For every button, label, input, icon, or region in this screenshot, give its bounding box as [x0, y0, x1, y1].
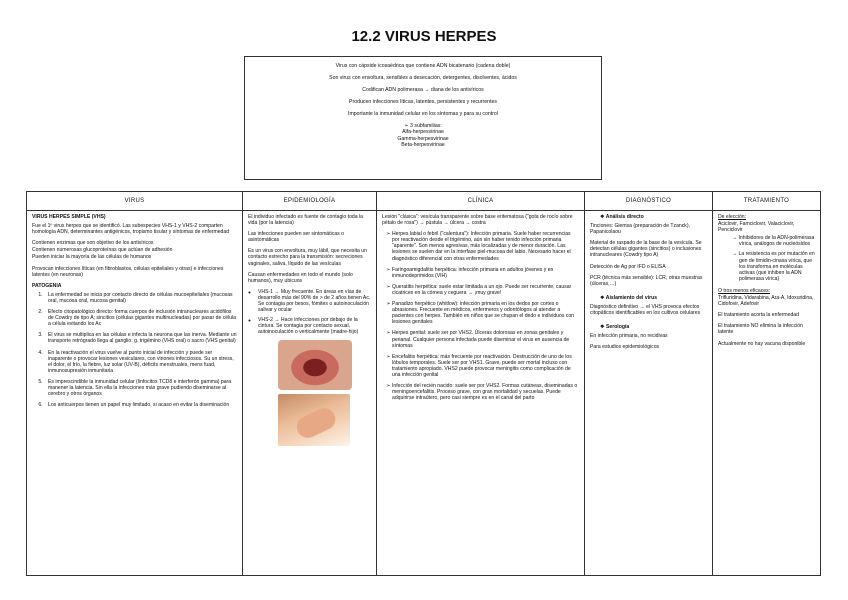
clinica-list	[382, 231, 579, 401]
trat-drugs: Aciclovir, Famciclovir, Valaciclovir, Penciclovir	[718, 221, 795, 234]
subfamily-item: Beta-herpesvirinae	[401, 142, 445, 149]
virus-cell	[27, 211, 243, 576]
summary-line: Importante la inmunidad celular en los síntomas y para su control	[348, 111, 498, 117]
diag-paragraph: Tinciones: Giemsa (preparación de Tzanck), Papanicolaou	[590, 223, 690, 236]
virus-paragraph: Fue el 1º virus herpes que se identificó. Las subespecies VHS-1 y VHS-2 comparten homología ADN, determinantes antigénicos, tropismo tisular y síntomas de enfermedad	[32, 223, 230, 236]
clinica-item: ➢ Herpes genital: suele ser por VHS2. Úlceras dolorosas en zonas genitales y perianal. Cualquier persona infectada puede diseminar el virus en ausencia de síntomas	[392, 330, 579, 348]
patogenia-item: 1. La enfermedad se inicia por contacto directo de células mucoepiteliales (mucosas oral, mucosa oral, mucosa genital)	[44, 292, 237, 304]
diag-aislamiento-label: Aislamiento del virus	[605, 294, 658, 301]
clinica-item: ➢ Encefalitis herpética: más frecuente por reactivación. Destrucción de uno de los lóbulos temporales. Suele ser por VHS1. Grave, puede ser mortal incluso con tratamiento apropiado. VHS2 puede provocar meningitis como complicación de una infección genital	[392, 354, 579, 378]
epi-paragraph: El individuo infectado es fuente de contagio toda la vida (por la latencia)	[248, 214, 363, 227]
patogenia-item: 3. El virus se multiplica en las células e infecta la neurona que las inerva. Mediante un transporte retrógrado llega al ganglio: g. trigémino (VHS oral) o sacro (VHS genital)	[44, 332, 237, 344]
summary-box	[244, 56, 602, 180]
herpes-lip-photo	[278, 340, 352, 390]
header-tratamiento: TRATAMIENTO	[713, 192, 821, 211]
subfamilies-title: ➢ 3 subfamilias:	[404, 123, 442, 129]
epi-paragraph: Es un virus con envoltura, muy lábil, que necesita un contacto estrecho para la transmisión: secreciones vaginales, saliva, líquido de las vesículas	[248, 248, 367, 267]
diag-paragraph: Para estudios epidemiológicos	[590, 344, 660, 351]
trat-eleccion-label: De elección:	[718, 214, 747, 220]
trat-note: El tratamiento acorta la enfermedad	[718, 312, 799, 319]
virus-paragraph: Contienen enzimas que son objetivo de los antivíricos	[32, 240, 154, 247]
epi-type-item: ◦ VHS-2 → Hace infecciones por debajo de la cintura. Se contagia por contacto sexual, autoinoculación o verticalmente (madre-hijo)	[258, 317, 371, 335]
diag-directo-title: ❖ Análisis directo	[600, 214, 644, 220]
header-clinica: CLÍNICA	[377, 192, 585, 211]
trat-otros-label: O tros menos eficaces:	[718, 287, 771, 294]
diag-paragraph: Material de raspado de la base de la vesícula. Se detectan células gigantes (sincitios) o inclusiones intranucleares (Cowdry tipo A)	[590, 240, 702, 259]
patogenia-item: 5. Es imprescindible la inmunidad celular (linfocitos TCD8 e interferón gamma) para manener la latencia. Sin ella la infecciones más grave pudiendo diseminarse al cerebro y otros órganos	[44, 379, 237, 397]
summary-line: Codifican ADN polimerasa → diana de los antivíricos	[362, 87, 484, 93]
header-diagnostico: DIAGNÓSTICO	[585, 192, 713, 211]
virus-paragraph: Provocan infecciones líticas (en fibroblastos, células epiteliales y otras) e infecciones latentes (en neuronas)	[32, 265, 224, 278]
diag-serologia-label: Serología	[605, 324, 630, 331]
epi-paragraph: Las infecciones pueden ser sintomáticas o asintomáticas	[248, 231, 344, 244]
epidemiologia-cell	[243, 211, 377, 576]
trat-mechanism-item: → Inhibidores de la ADN-polimerasa vírica, análogos de nucleósidos	[732, 235, 815, 248]
subfamily-item: Gamma-herpesvirinae	[397, 135, 449, 142]
clinica-item: ➢ Faringoamigdalitis herpética: infección primaria en adultos jóvenes y en inmunodeprimidos (VIH)	[392, 267, 579, 279]
patogenia-item: 2. Efecto citopatológico directo: forma cuerpos de inclusión intranucleares acidófilos de Cowdry de tipo A; sincitios (células gigantes multinucleadas) por pasar de célula a célula evitando los Ac	[44, 309, 237, 327]
clinica-cell	[377, 211, 585, 576]
epi-paragraph: Causan enfermedades en todo el mundo (solo humanos), muy ubicuos	[248, 271, 353, 284]
trat-note: El tratamiento NO elimina la infección latente	[718, 323, 803, 336]
trat-otros: Trifluridina, Vidarabina, Ara-A, Idoxuridina, Cidofovir, Adefovir	[718, 295, 814, 308]
diagnostico-cell	[585, 211, 713, 576]
subfamily-item: Alfa-herpesvirinae	[402, 129, 444, 136]
summary-line: Son virus con envoltura, sensibles a desecación, detergentes, disolventes, ácidos	[329, 75, 517, 81]
trat-mechanism-list	[718, 235, 815, 282]
trat-note: Actualmente no hay vacuna disponible	[718, 340, 806, 347]
summary-line: Virus con cápside icosaédrica que contiene ADN bicatenario (cadena doble)	[335, 63, 511, 69]
patogenia-heading: PATOGENIA	[32, 282, 62, 289]
clinica-intro: Lesión "clásica": vesícula transparente sobre base eritematosa ("gota de rocío sobre pétalo de rosa") → pústula → úlcera → costra	[382, 214, 573, 227]
herpes-finger-photo	[278, 394, 350, 446]
diag-paragraph: Diagnóstico definitivo → el VHS provoca efectos citopáticos identificables en los cultivos celulares	[590, 303, 701, 317]
tratamiento-cell	[713, 211, 821, 576]
subfamilies	[245, 123, 601, 148]
patogenia-item: 6. Los anticuerpos tienen un papel muy limitado, si acaso en evitar la diseminación	[44, 402, 237, 408]
herpes-table	[26, 191, 821, 576]
trat-mechanism-item: → La resistencia es por mutación en gen de timidin-cinasa vírica, que los transforma en moléculas activas (que inhiben la ADN polimerasa vírica)	[732, 251, 815, 282]
virus-paragraph: Contienen numerosas glucoproteínas que actúan de adhesión	[32, 247, 173, 254]
summary-line: Producen infecciones líticas, latentes, persistentes y recurrentes	[349, 99, 497, 105]
diag-paragraph: PCR (técnica más sensible): LCR, otras muestras (úlceras,…)	[590, 274, 703, 287]
epi-types	[248, 289, 371, 336]
patogenia-item: 4. En la reactivación el virus vuelve al punto inicial de infección y puede ser inaparente o provocar lesiones vesiculares, con viriones infecciosos. Su un stress, el dolor, el frío, la fiebre, luz solar (UV-B), déficits menstruales, mens fuad, inmunosupresión inmunitaria	[44, 350, 237, 374]
clinica-item: ➢ Queratitis herpética: suele estar limitada a un ojo. Puede ser recurrente, causar cicatrices en la córnea y ceguera → ¡muy grave!	[392, 284, 579, 296]
page-title: 12.2 VIRUS HERPES	[351, 28, 497, 45]
epi-type-item: ◦ VHS-1 → Muy frecuente. En áreas en vías de desarrollo más del 90% de > de 2 años tienen Ac. Se contagia por besos, fómites o autoinoculación salivar y ocular	[258, 289, 371, 313]
clinica-item: ➢ Herpes labial o febril ("calentura"): Infección primaria. Suele haber recurrencias por reactivación desde el trigémino, aún sin haber tenido infección primaria "aparente". Son menos agresivas, más localizadas y de menor duración. Las lesiones se suelen dar en la interfase piel-mucosa del labio. Necesario hacer el diagnóstico diferencial con otras enfermedades	[392, 231, 579, 261]
virus-paragraph: Pueden iniciar la mayoría de las células de humanos	[32, 254, 152, 261]
diag-paragraph: En infección primaria, no recidivas	[590, 333, 668, 340]
diag-paragraph: Detección de Ag por IFD o ELISA	[590, 263, 666, 270]
diag-directo-label: Análisis directo	[605, 214, 644, 220]
header-virus: VIRUS	[27, 192, 243, 211]
clinica-item: ➢ Infección del recién nacido: suele ser por VHS2. Formas cutáneas, diseminadas o meningoencefalitis. Proceso grave, con gran mortalidad y secuelas. Puede adquirirse intraútero, pero casi siempre es en el canal del parto	[392, 383, 579, 401]
diag-aislamiento-title: ❖ Aislamiento del virus	[600, 294, 658, 301]
diag-serologia-title: ❖ Serología	[600, 324, 630, 331]
clinica-item: ➢ Panadizo herpético (whitlow): infección primaria en los dedos por cortes o abrasiones. Frecuente en médicos, enfermeros y odontólogos al atender a pacientes con herpes. También en niños que se chupan el dedo e individuos con lesiones genitales	[392, 301, 579, 325]
header-epidemiologia: EPIDEMIOLOGÍA	[243, 192, 377, 211]
virus-heading: VIRUS HERPES SIMPLE (VHS)	[32, 214, 106, 220]
patogenia-list	[32, 292, 237, 408]
